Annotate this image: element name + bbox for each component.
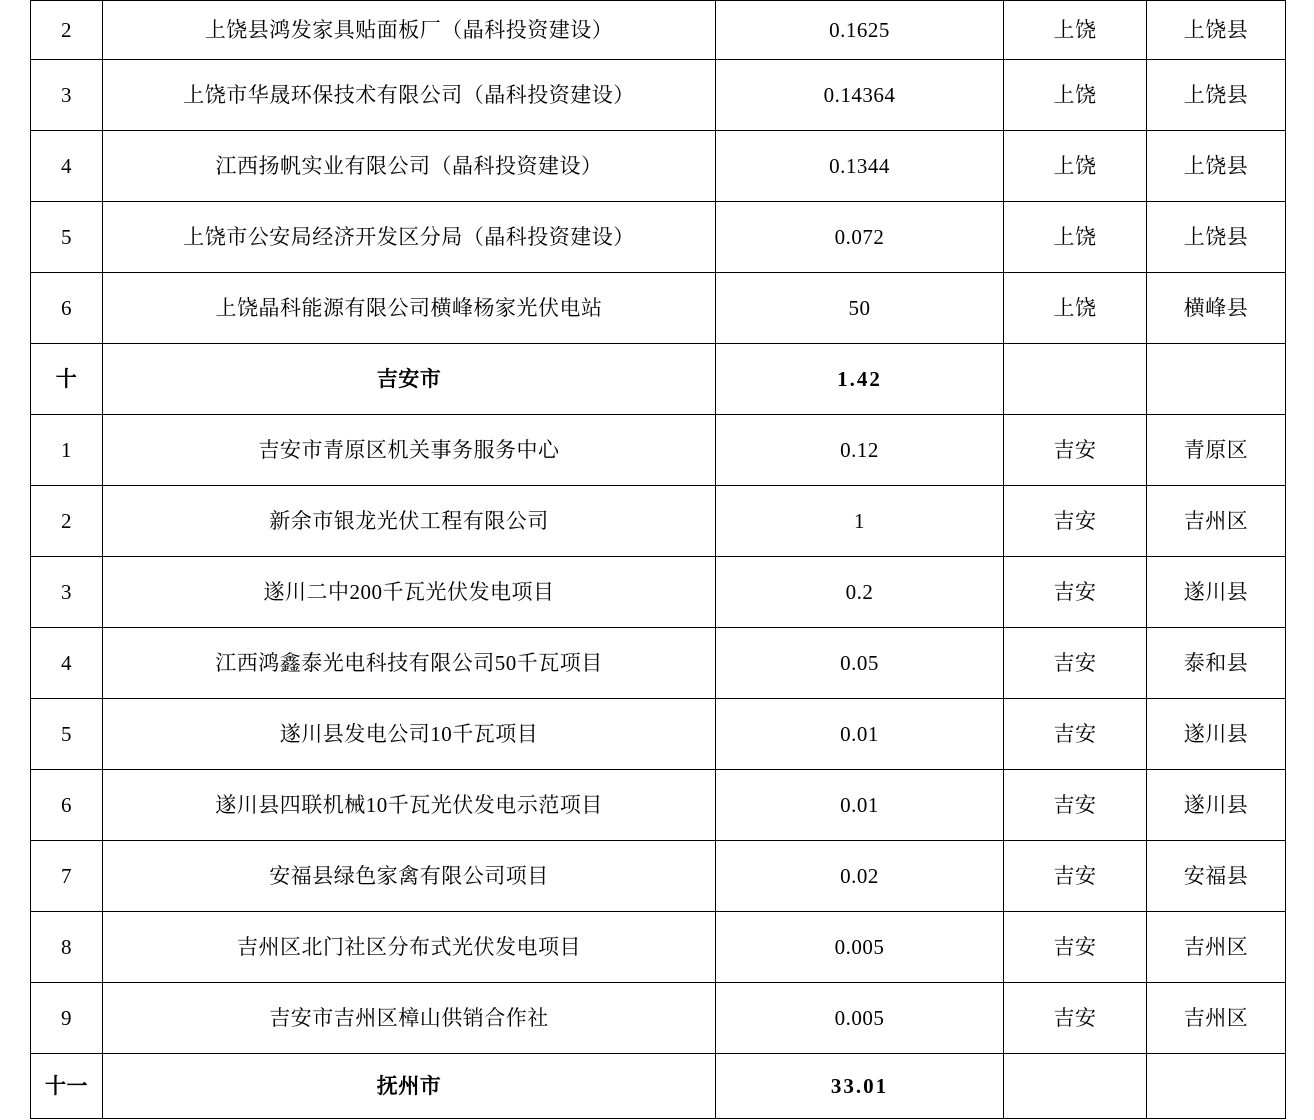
row-index-cell-text: 2	[61, 508, 72, 533]
row-index-cell-text: 十	[55, 366, 78, 391]
table-row	[31, 912, 1286, 983]
row-index-cell-text: 3	[61, 82, 72, 107]
row-index-cell	[31, 415, 103, 486]
row-index-cell-text: 5	[61, 224, 72, 249]
row-index-cell-text: 5	[61, 721, 72, 746]
table-row	[31, 699, 1286, 770]
row-name-cell-text: 安福县绿色家禽有限公司项目	[269, 863, 549, 888]
table-row	[31, 60, 1286, 131]
row-district-cell-text: 遂川县	[1183, 792, 1249, 817]
row-value-cell-text: 0.01	[840, 721, 879, 746]
row-value-cell	[716, 273, 1004, 344]
row-district-cell	[1147, 344, 1286, 415]
row-city-cell-text: 上饶	[1053, 153, 1097, 178]
row-index-cell	[31, 699, 103, 770]
row-city-cell-text: 上饶	[1053, 224, 1097, 249]
row-value-cell-text: 0.072	[834, 224, 885, 249]
row-index-cell	[31, 60, 103, 131]
row-name-cell	[103, 60, 716, 131]
row-value-cell-text: 0.05	[840, 650, 879, 675]
row-index-cell	[31, 344, 103, 415]
row-value-cell-text: 1	[854, 508, 865, 533]
row-city-cell-text: 吉安	[1053, 437, 1097, 462]
row-value-cell-text: 50	[848, 295, 871, 320]
row-index-cell	[31, 202, 103, 273]
row-district-cell-text: 上饶县	[1183, 17, 1249, 42]
row-value-cell-text: 0.1625	[829, 17, 890, 42]
row-district-cell	[1147, 557, 1286, 628]
row-name-cell	[103, 486, 716, 557]
row-district-cell-text: 泰和县	[1183, 650, 1249, 675]
table-row	[31, 770, 1286, 841]
row-value-cell	[716, 912, 1004, 983]
row-city-cell	[1004, 983, 1147, 1054]
row-index-cell	[31, 912, 103, 983]
row-district-cell	[1147, 273, 1286, 344]
row-name-cell-text: 上饶晶科能源有限公司横峰杨家光伏电站	[215, 295, 603, 320]
row-value-cell	[716, 202, 1004, 273]
row-city-cell	[1004, 841, 1147, 912]
table-row	[31, 131, 1286, 202]
row-city-cell	[1004, 699, 1147, 770]
row-city-cell	[1004, 628, 1147, 699]
row-value-cell-text: 0.12	[840, 437, 879, 462]
row-district-cell	[1147, 912, 1286, 983]
table-body	[31, 1, 1286, 1119]
row-district-cell	[1147, 628, 1286, 699]
row-name-cell-text: 上饶市华晟环保技术有限公司（晶科投资建设）	[183, 82, 635, 107]
row-city-cell-text: 吉安	[1053, 650, 1097, 675]
row-name-cell-text: 吉安市吉州区樟山供销合作社	[269, 1005, 549, 1030]
row-value-cell	[716, 344, 1004, 415]
row-city-cell	[1004, 344, 1147, 415]
row-district-cell	[1147, 486, 1286, 557]
row-index-cell	[31, 557, 103, 628]
row-district-cell-text: 上饶县	[1183, 82, 1249, 107]
row-district-cell	[1147, 841, 1286, 912]
row-city-cell	[1004, 131, 1147, 202]
row-value-cell	[716, 131, 1004, 202]
row-name-cell	[103, 912, 716, 983]
row-index-cell	[31, 628, 103, 699]
row-city-cell	[1004, 770, 1147, 841]
row-index-cell	[31, 1054, 103, 1119]
row-name-cell	[103, 415, 716, 486]
row-value-cell-text: 0.1344	[829, 153, 890, 178]
row-city-cell	[1004, 912, 1147, 983]
row-value-cell	[716, 557, 1004, 628]
row-city-cell	[1004, 1, 1147, 60]
row-index-cell	[31, 486, 103, 557]
row-district-cell	[1147, 415, 1286, 486]
row-name-cell-text: 吉安市	[376, 366, 442, 391]
row-name-cell	[103, 131, 716, 202]
row-index-cell-text: 6	[61, 792, 72, 817]
table-row	[31, 1054, 1286, 1119]
row-city-cell	[1004, 273, 1147, 344]
row-city-cell-text: 吉安	[1053, 579, 1097, 604]
row-city-cell	[1004, 486, 1147, 557]
row-name-cell-text: 遂川二中200千瓦光伏发电项目	[263, 579, 555, 604]
row-city-cell	[1004, 415, 1147, 486]
row-index-cell-text: 1	[61, 437, 72, 462]
row-value-cell	[716, 983, 1004, 1054]
row-name-cell	[103, 557, 716, 628]
row-district-cell-text: 吉州区	[1183, 508, 1249, 533]
row-city-cell	[1004, 557, 1147, 628]
row-index-cell-text: 3	[61, 579, 72, 604]
row-district-cell	[1147, 770, 1286, 841]
row-district-cell	[1147, 60, 1286, 131]
row-value-cell-text: 0.005	[834, 1005, 885, 1030]
table-row	[31, 202, 1286, 273]
row-name-cell	[103, 628, 716, 699]
row-city-cell-text: 上饶	[1053, 17, 1097, 42]
row-district-cell-text: 遂川县	[1183, 721, 1249, 746]
row-district-cell	[1147, 202, 1286, 273]
row-value-cell-text: 0.14364	[823, 82, 896, 107]
row-district-cell-text: 吉州区	[1183, 934, 1249, 959]
row-city-cell	[1004, 202, 1147, 273]
row-name-cell	[103, 1, 716, 60]
row-district-cell-text: 安福县	[1183, 863, 1249, 888]
row-value-cell-text: 0.02	[840, 863, 879, 888]
row-name-cell-text: 上饶市公安局经济开发区分局（晶科投资建设）	[183, 224, 635, 249]
row-index-cell-text: 6	[61, 295, 72, 320]
row-index-cell-text: 9	[61, 1005, 72, 1030]
row-index-cell	[31, 841, 103, 912]
row-value-cell	[716, 628, 1004, 699]
row-index-cell	[31, 983, 103, 1054]
row-district-cell	[1147, 1054, 1286, 1119]
row-name-cell-text: 新余市银龙光伏工程有限公司	[269, 508, 549, 533]
row-district-cell-text: 青原区	[1183, 437, 1249, 462]
row-name-cell-text: 遂川县发电公司10千瓦项目	[279, 721, 539, 746]
row-value-cell	[716, 415, 1004, 486]
row-name-cell-text: 抚州市	[376, 1073, 442, 1098]
table-row	[31, 1, 1286, 60]
row-value-cell-text: 33.01	[830, 1073, 889, 1098]
row-index-cell	[31, 131, 103, 202]
table-row	[31, 983, 1286, 1054]
row-index-cell-text: 7	[61, 863, 72, 888]
row-name-cell	[103, 273, 716, 344]
row-name-cell-text: 吉州区北门社区分布式光伏发电项目	[237, 934, 581, 959]
row-district-cell-text: 横峰县	[1183, 295, 1249, 320]
row-value-cell-text: 0.01	[840, 792, 879, 817]
row-name-cell-text: 江西鸿鑫泰光电科技有限公司50千瓦项目	[215, 650, 603, 675]
row-name-cell	[103, 1054, 716, 1119]
row-city-cell-text: 吉安	[1053, 863, 1097, 888]
table-row	[31, 557, 1286, 628]
row-name-cell-text: 上饶县鸿发家具贴面板厂（晶科投资建设）	[204, 17, 614, 42]
row-value-cell	[716, 699, 1004, 770]
row-name-cell	[103, 699, 716, 770]
row-city-cell-text: 吉安	[1053, 792, 1097, 817]
row-value-cell	[716, 1054, 1004, 1119]
row-city-cell-text: 吉安	[1053, 1005, 1097, 1030]
project-list-table	[30, 0, 1286, 1119]
row-district-cell	[1147, 1, 1286, 60]
row-city-cell-text: 上饶	[1053, 295, 1097, 320]
row-name-cell-text: 遂川县四联机械10千瓦光伏发电示范项目	[215, 792, 603, 817]
row-district-cell	[1147, 983, 1286, 1054]
row-index-cell	[31, 770, 103, 841]
row-index-cell	[31, 1, 103, 60]
row-district-cell-text: 上饶县	[1183, 153, 1249, 178]
row-name-cell-text: 江西扬帆实业有限公司（晶科投资建设）	[215, 153, 603, 178]
row-value-cell	[716, 841, 1004, 912]
row-index-cell-text: 2	[61, 17, 72, 42]
row-city-cell-text: 吉安	[1053, 508, 1097, 533]
row-city-cell-text: 吉安	[1053, 721, 1097, 746]
row-district-cell-text: 上饶县	[1183, 224, 1249, 249]
table-row	[31, 415, 1286, 486]
row-name-cell	[103, 841, 716, 912]
table-row	[31, 628, 1286, 699]
row-index-cell-text: 4	[61, 650, 72, 675]
row-name-cell	[103, 770, 716, 841]
row-name-cell	[103, 983, 716, 1054]
table-row	[31, 344, 1286, 415]
table-row	[31, 841, 1286, 912]
row-district-cell	[1147, 131, 1286, 202]
row-index-cell-text: 4	[61, 153, 72, 178]
row-value-cell-text: 0.2	[845, 579, 874, 604]
row-index-cell-text: 8	[61, 934, 72, 959]
row-city-cell	[1004, 1054, 1147, 1119]
row-value-cell-text: 0.005	[834, 934, 885, 959]
row-name-cell-text: 吉安市青原区机关事务服务中心	[258, 437, 560, 462]
row-index-cell-text: 十一	[45, 1073, 88, 1098]
row-district-cell	[1147, 699, 1286, 770]
row-name-cell	[103, 344, 716, 415]
row-district-cell-text: 吉州区	[1183, 1005, 1249, 1030]
row-district-cell-text: 遂川县	[1183, 579, 1249, 604]
row-index-cell	[31, 273, 103, 344]
row-city-cell-text: 上饶	[1053, 82, 1097, 107]
table-row	[31, 273, 1286, 344]
row-city-cell-text: 吉安	[1053, 934, 1097, 959]
row-value-cell	[716, 770, 1004, 841]
row-value-cell	[716, 60, 1004, 131]
row-value-cell	[716, 1, 1004, 60]
row-value-cell-text: 1.42	[837, 366, 882, 391]
table-row	[31, 486, 1286, 557]
row-city-cell	[1004, 60, 1147, 131]
row-name-cell	[103, 202, 716, 273]
row-value-cell	[716, 486, 1004, 557]
